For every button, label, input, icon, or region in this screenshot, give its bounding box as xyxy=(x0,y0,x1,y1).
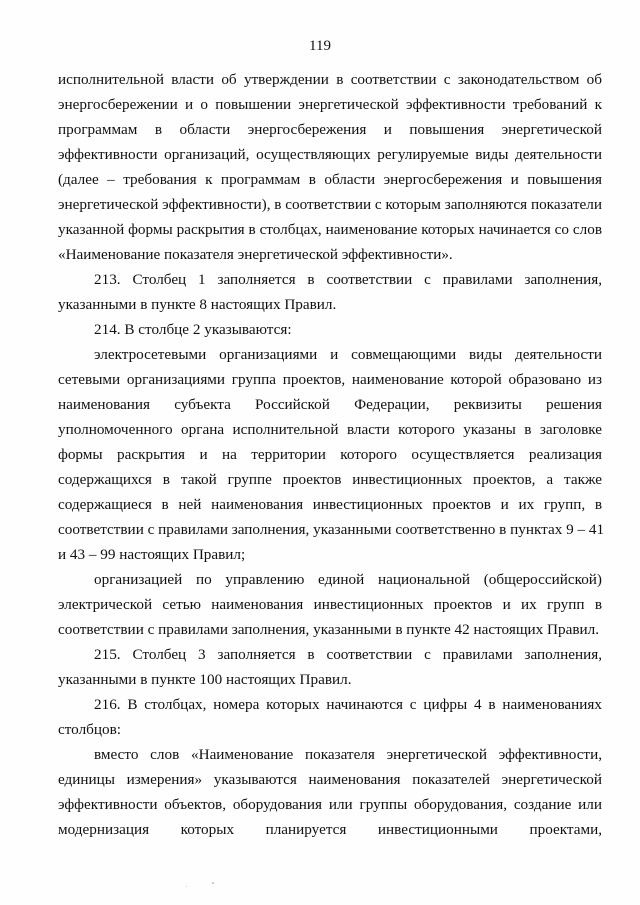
scan-speck xyxy=(186,886,187,887)
paragraph-first-line: вместо слов «Наименование показателя энергетической эффективности, xyxy=(94,746,602,763)
text-line: указанной формы раскрытия в столбцах, наименование которых начинается со слов xyxy=(58,221,602,238)
text-line: и 43 – 99 настоящих Правил; xyxy=(58,546,246,563)
text-line: соответствии с правилами заполнения, указанными в пункте 42 настоящих Правил. xyxy=(58,621,600,638)
paragraph-first-line: электросетевыми организациями и совмещающими виды деятельности xyxy=(94,346,602,363)
paragraph-first-line: 214. В столбце 2 указываются: xyxy=(94,321,292,338)
text-line: эффективности объектов, оборудования или группы оборудования, создание или xyxy=(58,796,602,813)
text-line: столбцов: xyxy=(58,721,121,738)
page-number: 119 xyxy=(309,38,331,54)
text-line: формы раскрытия и на территории которого осуществляется реализация xyxy=(58,446,602,463)
text-line: указанными в пункте 100 настоящих Правил. xyxy=(58,671,352,688)
text-line: указанными в пункте 8 настоящих Правил. xyxy=(58,296,337,313)
text-line: энергетической эффективности), в соответствии с которым заполняются показатели xyxy=(58,196,602,213)
text-line: программам в области энергосбережения и повышения энергетической xyxy=(58,121,602,138)
text-line: наименования субъекта Российской Федерации, реквизиты решения xyxy=(58,396,602,413)
paragraph-first-line: 213. Столбец 1 заполняется в соответствии с правилами заполнения, xyxy=(94,271,602,288)
text-line: единицы измерения» указываются наименования показателей энергетической xyxy=(58,771,602,788)
text-line: уполномоченного органа исполнительной власти которого указаны в заголовке xyxy=(58,421,602,438)
text-line: энергосбережении и о повышении энергетической эффективности требований к xyxy=(58,96,602,113)
text-line: модернизация которых планируется инвестиционными проектами, xyxy=(58,821,602,838)
text-line: содержащиеся в ней наименования инвестиционных проектов и их групп, в xyxy=(58,496,602,513)
paragraph-first-line: организацией по управлению единой национальной (общероссийской) xyxy=(94,571,602,588)
paragraph-first-line: 215. Столбец 3 заполняется в соответствии с правилами заполнения, xyxy=(94,646,602,663)
text-line: содержащихся в такой группе проектов инвестиционных проектов, а также xyxy=(58,471,602,488)
text-line: исполнительной власти об утверждении в соответствии с законодательством об xyxy=(58,71,602,88)
text-line: «Наименование показателя энергетической эффективности». xyxy=(58,246,453,263)
text-line: эффективности организаций, осуществляющих регулируемые виды деятельности xyxy=(58,146,602,163)
text-line: соответствии с правилами заполнения, указанными соответственно в пунктах 9 – 41 xyxy=(58,521,605,538)
paragraph-first-line: 216. В столбцах, номера которых начинаются с цифры 4 в наименованиях xyxy=(94,696,602,713)
text-line: электрической сетью наименования инвестиционных проектов и их групп в xyxy=(58,596,602,613)
text-line: (далее – требования к программам в области энергосбережения и повышения xyxy=(58,171,602,188)
text-line: сетевыми организациями группа проектов, наименование которой образовано из xyxy=(58,371,602,388)
scan-speck xyxy=(212,882,214,884)
